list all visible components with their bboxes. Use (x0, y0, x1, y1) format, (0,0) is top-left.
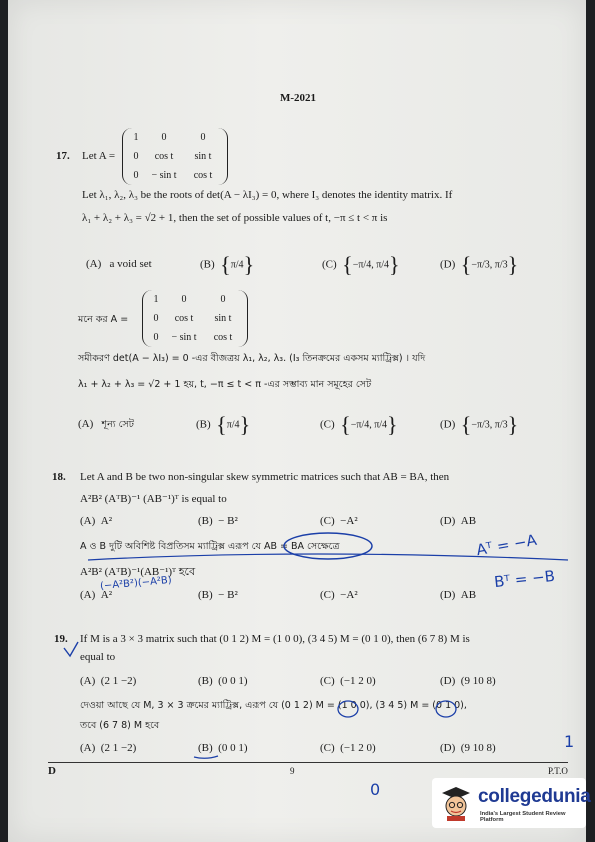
q19-option-b: (B) (0 0 1) (198, 675, 248, 687)
pen-note-bt: Bᵀ = −B (493, 566, 556, 592)
footer-pto: P.T.O (548, 766, 568, 776)
q19-option-d: (D) (9 10 8) (440, 675, 496, 687)
q19-bn-option-d: (D) (9 10 8) (440, 742, 496, 754)
q18-bn-text-1: A ও B দুটি অবিশিষ্ট বিপ্রতিসম ম্যাট্রিক্স এরূপ যে AB = BA সেক্ষেত্রে (80, 541, 340, 552)
graduate-face-icon (438, 784, 474, 822)
q18-bn-option-c: (C) −A² (320, 589, 358, 601)
q18-option-b: (B) − B² (198, 515, 238, 527)
q18-bn-option-d: (D) AB (440, 589, 477, 601)
q18-bn-option-b: (B) − B² (198, 589, 238, 601)
q17-number: 17. (56, 150, 70, 162)
q17-bn-option-a: (A) শূন্য সেট (78, 418, 134, 430)
pen-note-one: 1 (564, 732, 575, 751)
q17-option-c: (C) {−π/4, π/4} (322, 252, 400, 277)
q17-matrix: 1 0 0 0 cos t sin t 0 − sin t cos t (122, 128, 228, 185)
q19-text-1: If M is a 3 × 3 matrix such that (0 1 2) M = (1 0 0), (3 4 5) M = (0 1 0), then (6 7 8) M is (80, 633, 470, 645)
logo-tagline: India's Largest Student Review Platform (480, 811, 566, 823)
q17-option-b: (B) {π/4} (200, 252, 255, 277)
q19-bn-option-c: (C) (−1 2 0) (320, 742, 376, 754)
q18-option-c: (C) −A² (320, 515, 358, 527)
collegedunia-logo (432, 778, 591, 828)
q17-option-d: (D) {−π/3, π/3} (440, 252, 519, 277)
q19-text-2: equal to (80, 651, 116, 663)
q18-text-1: Let A and B be two non-singular skew symmetric matrices such that AB = BA, then (80, 471, 450, 483)
q17-text-1: Let λ₁, λ₂, λ₃ be the roots of det(A − λI₃) = 0, where I₃ denotes the identity matrix. If (82, 189, 453, 201)
q17-bn-text-2: λ₁ + λ₂ + λ₃ = √2 + 1 হয়, t, −π ≤ t < π -এর সম্ভাব্য মান সমূহের সেট (78, 379, 372, 390)
q19-option-a: (A) (2 1 −2) (80, 675, 137, 687)
q17-bn-option-d: (D) {−π/3, π/3} (440, 412, 519, 437)
q19-bn-option-a: (A) (2 1 −2) (80, 742, 137, 754)
q17-bn-matrix: 1 0 0 0 cos t sin t 0 − sin t cos t (142, 290, 248, 347)
q17-bn-text-1: সমীকরণ det(A − λI₃) = 0 -এর বীজত্রয় λ₁, λ₂, λ₃. (I₃ তিনক্রমের একসম ম্যাট্রিক্স) । যদি (78, 353, 426, 364)
q17-bn-option-c: (C) {−π/4, π/4} (320, 412, 398, 437)
paper-code: M-2021 (280, 92, 317, 104)
pen-note-at: Aᵀ = −A (474, 530, 539, 560)
q18-number: 18. (52, 471, 66, 483)
q19-number: 19. (54, 633, 68, 645)
footer-rule (48, 762, 568, 763)
pen-tick (64, 642, 78, 656)
q17-text-2: λ₁ + λ₂ + λ₃ = √2 + 1, then the set of possible values of t, −π ≤ t < π is (82, 212, 388, 224)
q19-option-c: (C) (−1 2 0) (320, 675, 376, 687)
q18-option-a: (A) A² (80, 515, 113, 527)
exam-page (8, 0, 586, 842)
q19-bn-text-2: তবে (6 7 8) M হবে (80, 720, 160, 731)
pen-note-neg: (−A²B²)(−A²B) (99, 574, 173, 593)
q18-text-2: A²B² (AᵀB)⁻¹ (AB⁻¹)ᵀ is equal to (80, 493, 227, 505)
q17-bn-option-b: (B) {π/4} (196, 412, 251, 437)
pen-circle-1 (338, 701, 358, 717)
q17-option-a: (A) a void set (86, 258, 152, 270)
pen-note-zero: 0 (370, 780, 381, 799)
pen-circle-4 (436, 701, 456, 717)
pen-mark-b (194, 756, 218, 758)
q19-bn-text-1: দেওয়া আছে যে M, 3 × 3 ক্রমের ম্যাট্রিক্স, এরূপ যে (0 1 2) M = (1 0 0), (3 4 5) M = (0 1 0), (80, 700, 467, 711)
q18-bn-option-a: (A) A² (80, 589, 113, 601)
q17-bn-lead: মনে কর A = (78, 314, 129, 325)
q18-option-d: (D) AB (440, 515, 477, 527)
footer-set-code: D (48, 765, 56, 777)
q18-bn-text-2: A²B² (AᵀB)⁻¹(AB⁻¹)ᵀ হবে (80, 566, 196, 578)
footer-page-number: 9 (290, 766, 295, 776)
pen-circle-ab-ba (284, 533, 372, 559)
pen-annotations (8, 0, 586, 842)
q17-lead: Let A = (82, 150, 116, 162)
q19-bn-option-b: (B) (0 0 1) (198, 742, 248, 754)
logo-wordmark: collegedunia (478, 786, 591, 807)
